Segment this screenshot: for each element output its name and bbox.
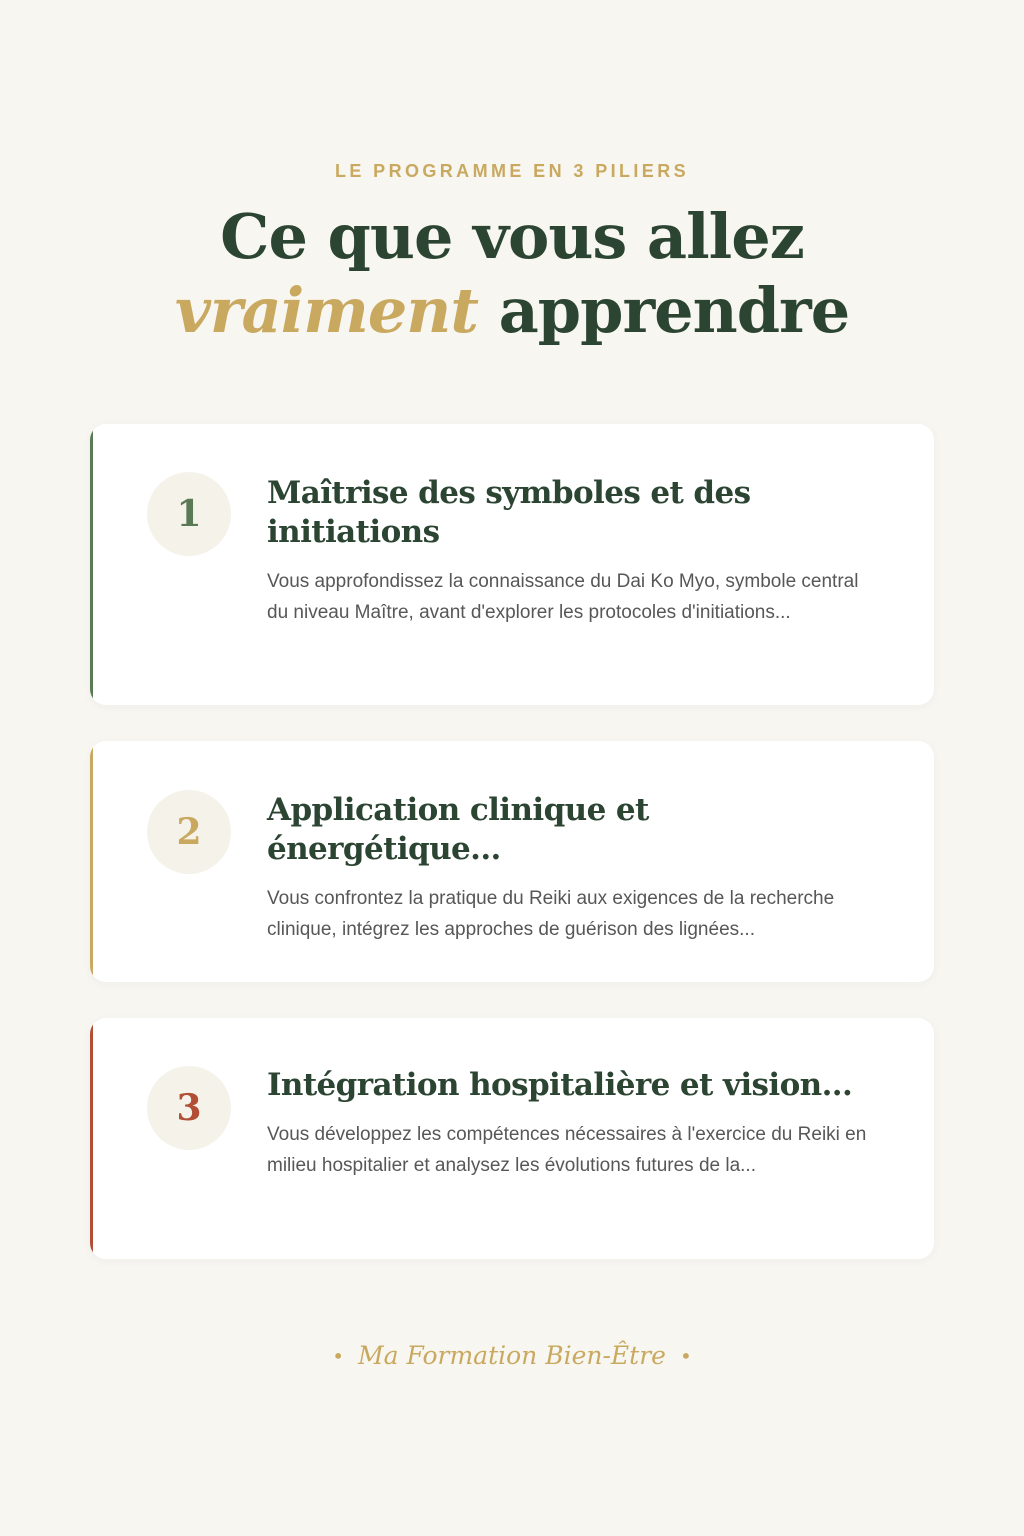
title-line-1: Ce que vous allez (220, 200, 804, 273)
title-line-2: apprendre (498, 274, 850, 347)
pillar-number-badge: 1 (147, 472, 231, 556)
pillar-title: Application clinique et énergétique... (267, 792, 649, 867)
pillar-card-2 (90, 741, 934, 982)
pillar-title: Intégration hospitalière et vision... (267, 1067, 853, 1103)
footer-dot-left-icon: • (332, 1344, 345, 1368)
pillar-card-3 (90, 1018, 934, 1259)
pillar-number-badge: 2 (147, 790, 231, 874)
pillar-content (267, 474, 877, 628)
pillar-number-badge: 3 (147, 1066, 231, 1150)
title-accent-word: vraiment (174, 274, 479, 347)
footer-brand (0, 1338, 1024, 1374)
pillar-description: Vous approfondissez la connaissance du Dai Ko Myo, symbole central du niveau Maître, avant d'explorer les protocoles d'initiations... (267, 571, 859, 623)
section-title (0, 200, 1024, 348)
pillar-card-1 (90, 424, 934, 705)
footer-brand-name: Ma Formation Bien-Être (358, 1341, 666, 1370)
section-eyebrow: LE PROGRAMME EN 3 PILIERS (334, 161, 690, 181)
pillar-description: Vous développez les compétences nécessaires à l'exercice du Reiki en milieu hospitalier et analysez les évolutions futures de la... (267, 1124, 867, 1176)
pillar-description: Vous confrontez la pratique du Reiki aux exigences de la recherche clinique, intégrez les approches de guérison des lignées... (267, 888, 835, 940)
pillar-content (267, 791, 877, 945)
pillar-title: Maîtrise des symboles et des initiations (267, 475, 751, 550)
pillar-content (267, 1066, 877, 1181)
footer-dot-right-icon: • (679, 1344, 692, 1368)
